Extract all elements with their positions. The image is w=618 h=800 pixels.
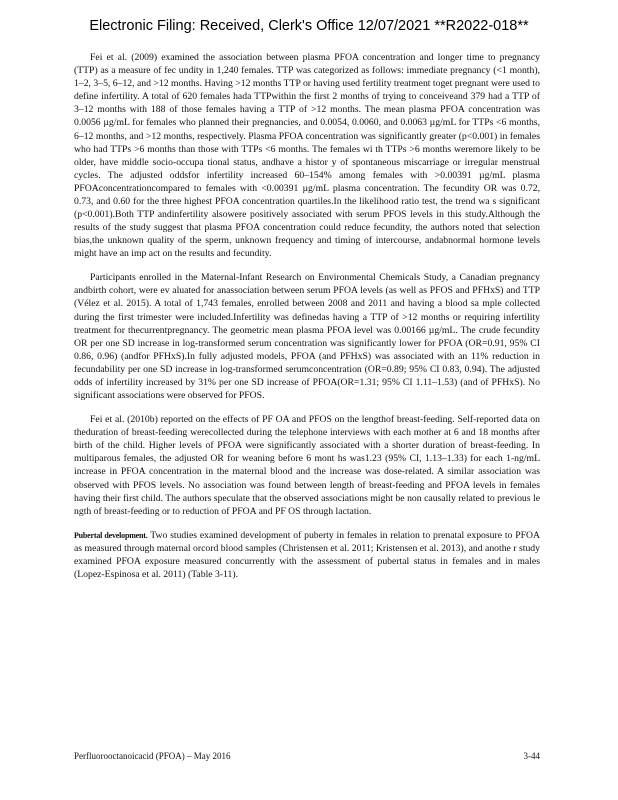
footer-document-title: Perfluorooctanoicacid (PFOA) – May 2016 bbox=[74, 751, 231, 761]
subsection-heading: Pubertal development. bbox=[74, 530, 148, 540]
paragraph-velez-2015: Participants enrolled in the Maternal-Infant Research on Environmental Chemicals Study, a Canadian pregnancy andbirth cohort, were ev aluated for anassociation between serum PFOA levels (as well as PFOS and PFHxS) and TTP (Vélez et al. 2015). A total of 1,743 females, enrolled between 2008 and 2011 and having a blood sa mple collected during the first trimester were included.Infertility was definedas having a TTP of >12 months or requiring infertility treatment for thecurrentpregnancy. The geometric mean plasma PFOA level was 0.00166 µg/mL. The crude fecundity OR per one SD increase in log-transformed serum concentration was significantly lower for PFOA (OR=0.91, 95% CI 0.86, 0.96) (andfor PFHxS).In fully adjusted models, PFOA (and PFHxS) was associated with an 11% reduction in fecundability per one SD increase in log-transformed serumconcentration (OR=0.89; 95% CI 0.83, 0.94). The adjusted odds of infertility increased by 31% per one SD increase of PFOA(OR=1.31; 95% CI 1.11–1.53) (and of PFHxS). No significant associations were observed for PFOS. bbox=[74, 272, 540, 402]
subsection-text: Two studies examined development of puberty in females in relation to prenatal exposure to PFOA as measured through maternal orcord blood samples (Christensen et al. 2011; Kristensen et al. 2013), and anothe r study examined PFOA exposure measured concurrently with the assessment of pubertal status in females and in males (Lopez-Espinosa et al. 2011) (Table 3-11). bbox=[74, 529, 540, 580]
paragraph-pubertal-development bbox=[74, 529, 540, 581]
paragraph-fei-2010b: Fei et al. (2010b) reported on the effects of PF OA and PFOS on the lengthof breast-feeding. Self-reported data on theduration of breast-feeding werecollected during the telephone interviews with each mother at 6 and 18 months after birth of the child. Higher levels of PFOA were significantly associated with a shorter duration of breast-feeding. In multiparous females, the adjusted OR for weaning before 6 mont hs was1.23 (95% CI, 1.13–1.33) for each 1-ng/mL increase in PFOA concentration in the maternal blood and the increase was dose-related. A similar association was observed with PFOS levels. No association was found between length of breast-feeding and PFOA levels in females having their first child. The authors speculate that the observed associations might be non causally related to previous le ngth of breast-feeding or to reduction of PFOA and PF OS through lactation. bbox=[74, 414, 540, 517]
document-body bbox=[74, 51, 540, 592]
footer-page-number: 3-44 bbox=[523, 751, 540, 761]
paragraph-fei-2009: Fei et al. (2009) examined the association between plasma PFOA concentration and longer time to pregnancy (TTP) as a measure of fec undity in 1,240 females. TTP was categorized as follows: immediate pregnancy (<1 month), 1–2, 3–5, 6–12, and >12 months. Having >12 months TTP or having used fertility treatment toget pregnant were used to define infertility. A total of 620 females hada TTPwithin the first 2 months of trying to conceiveand 379 had a TTP of 3–12 months with 188 of those females having a TTP of >12 months. The mean plasma PFOA concentration was 0.0056 µg/mL for females who planned their pregnancies, and 0.0054, 0.0060, and 0.0063 µg/mL for TTPs <6 months, 6–12 months, and >12 months, respectively. Plasma PFOA concentration was significantly greater (p<0.001) in females who had TTPs >6 months than those with TTPs <6 months. The females wi th TTPs >6 months weremore likely to be older, have middle socio-occupa tional status, andhave a histor y of spontaneous miscarriage or irregular menstrual cycles. The adjusted oddsfor infertility increased 60–154% among females with >0.00391 µg/mL plasma PFOAconcentrationcompared to females with <0.00391 µg/mL plasma concentration. The fecundity OR was 0.72, 0.73, and 0.60 for the three highest PFOA concentration quartiles.In the likelihood ratio test, the trend wa s significant (p<0.001).Both TTP andinfertility alsowere positively associated with serum PFOS levels in this study.Although the results of the study suggest that plasma PFOA concentration could reduce fecundity, the authors noted that selection bias,the unknown quality of the sperm, unknown frequency and timing of intercourse, andabnormal hormone levels might have an imp act on the results and fecundity. bbox=[74, 52, 540, 260]
filing-stamp-header: Electronic Filing: Received, Clerk's Office 12/07/2021 **R2022-018** bbox=[89, 18, 529, 34]
